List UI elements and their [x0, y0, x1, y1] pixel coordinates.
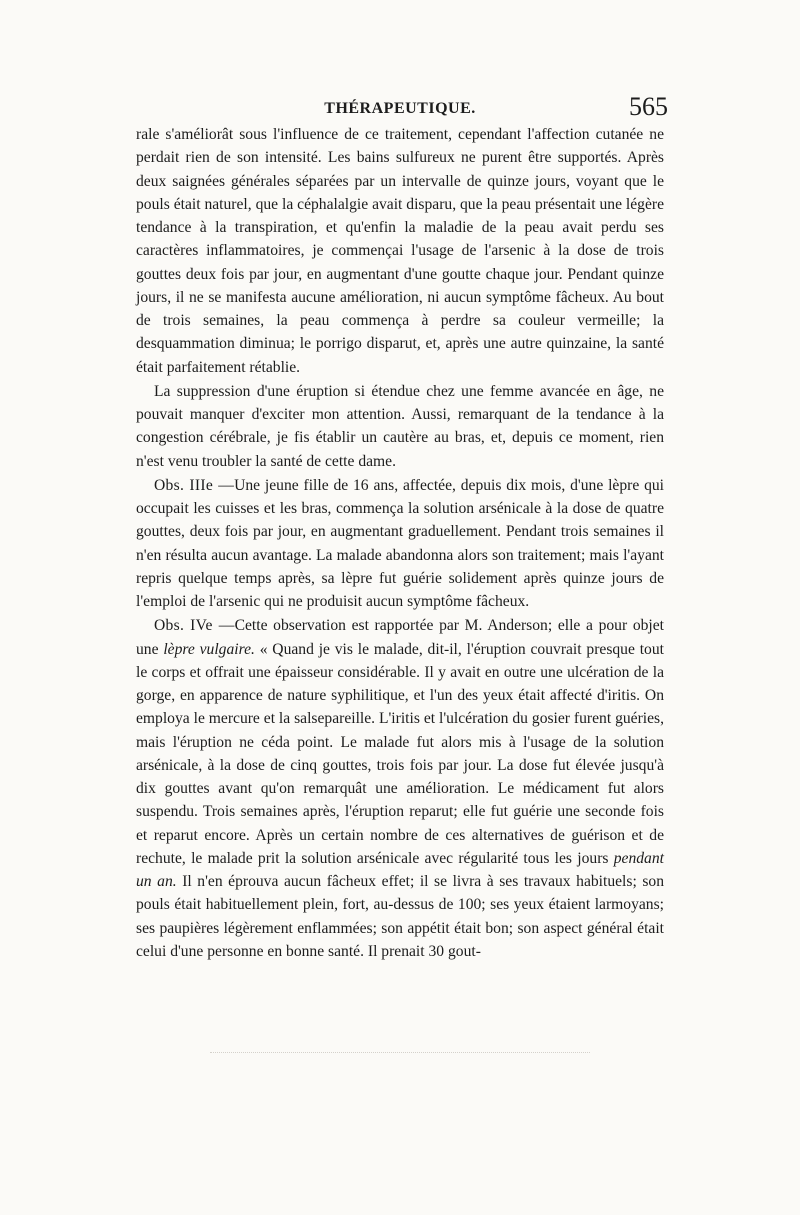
paragraph-observation-3 [136, 474, 664, 614]
observation-4-italic-2: pendant un an. [136, 849, 664, 890]
observation-4-text-c: Il n'en éprouva aucun fâcheux effet; il se livra à ses travaux habituels; son pouls était habituellement plein, fort, au-dessus de 100; ses yeux étaient larmoyans; ses paupières légèrement enflammées; son appétit était bon; son aspect général était celui d'une personne en bonne santé. Il prenait 30 gout- [136, 873, 665, 960]
running-title: THÉRAPEUTIQUE. [324, 100, 476, 117]
observation-4-italic: lèpre vulgaire. [163, 640, 255, 658]
observation-4-text-a: Cette observation est rapportée par M. Anderson; elle a pour objet une [136, 617, 665, 658]
observation-3-label: Obs. IIIe — [154, 476, 235, 494]
paragraph-suppression: La suppression d'une éruption si étendue chez une femme avancée en âge, ne pouvait manquer d'exciter mon attention. Aussi, remarquant de la tendance à la congestion cérébrale, je fis établir un cautère au bras, et, depuis ce moment, rien n'est venu troubler la santé de cette dame. [136, 382, 664, 470]
show-through-artifact [210, 1052, 590, 1053]
page-number: 565 [629, 92, 668, 121]
observation-4-label: Obs. IVe — [154, 617, 235, 635]
paragraph-observation-4 [136, 614, 664, 963]
observation-4-text-b: « Quand je vis le malade, dit-il, l'éruption couvrait presque tout le corps et offrait une épaisseur considérable. Il y avait en outre une ulcération de la gorge, en apparence de nature syphilitique, et l'un des yeux était affecté d'iritis. On employa le mercure et la salsepareille. L'iritis et l'ulcération du gosier furent guéries, mais l'éruption ne céda point. Le malade fut alors mis à l'usage de la solution arsénicale, à la dose de cinq gouttes, trois fois par jour. La dose fut élevée jusqu'à dix gouttes avant qu'on remarquât une amélioration. Le médicament fut alors suspendu. Trois semaines après, l'éruption reparut; elle fut guérie une seconde fois et reparut encore. Après un certain nombre de ces alternatives de guérison et de rechute, le malade prit la solution arsénicale avec régularité tous les jours [136, 640, 664, 867]
paragraph-continuation: rale s'améliorât sous l'influence de ce traitement, cependant l'affection cutanée ne perdait rien de son intensité. Les bains sulfureux ne purent être supportés. Après deux saignées générales séparées par un intervalle de quinze jours, voyant que le pouls était naturel, que la céphalalgie avait disparu, que la peau présentait une légère tendance à la transpiration, et qu'enfin la maladie de la peau avait perdu ses caractères inflammatoires, je commençai l'usage de l'arsenic à la dose de trois gouttes deux fois par jour, en augmentant d'une goutte chaque jour. Pendant quinze jours, il ne se manifesta aucune amélioration, ni aucun symptôme fâcheux. Au bout de trois semaines, la peau commença à perdre sa couleur vermeille; la desquammation diminua; le porrigo disparut, et, après une autre quinzaine, la santé était parfaitement rétablie. [136, 126, 664, 376]
body-text [136, 123, 664, 963]
observation-3-text: Une jeune fille de 16 ans, affectée, depuis dix mois, d'une lèpre qui occupait les cuisses et les bras, commença la solution arsénicale à la dose de quatre gouttes, deux fois par jour, en augmentant graduellement. Pendant trois semaines il n'en résulta aucun avantage. La malade abandonna alors son traitement; mais l'ayant repris quelque temps après, sa lèpre fut guérie solidement après quinze jours de l'emploi de l'arsenic qui ne produisit aucun symptôme fâcheux. [136, 476, 664, 610]
